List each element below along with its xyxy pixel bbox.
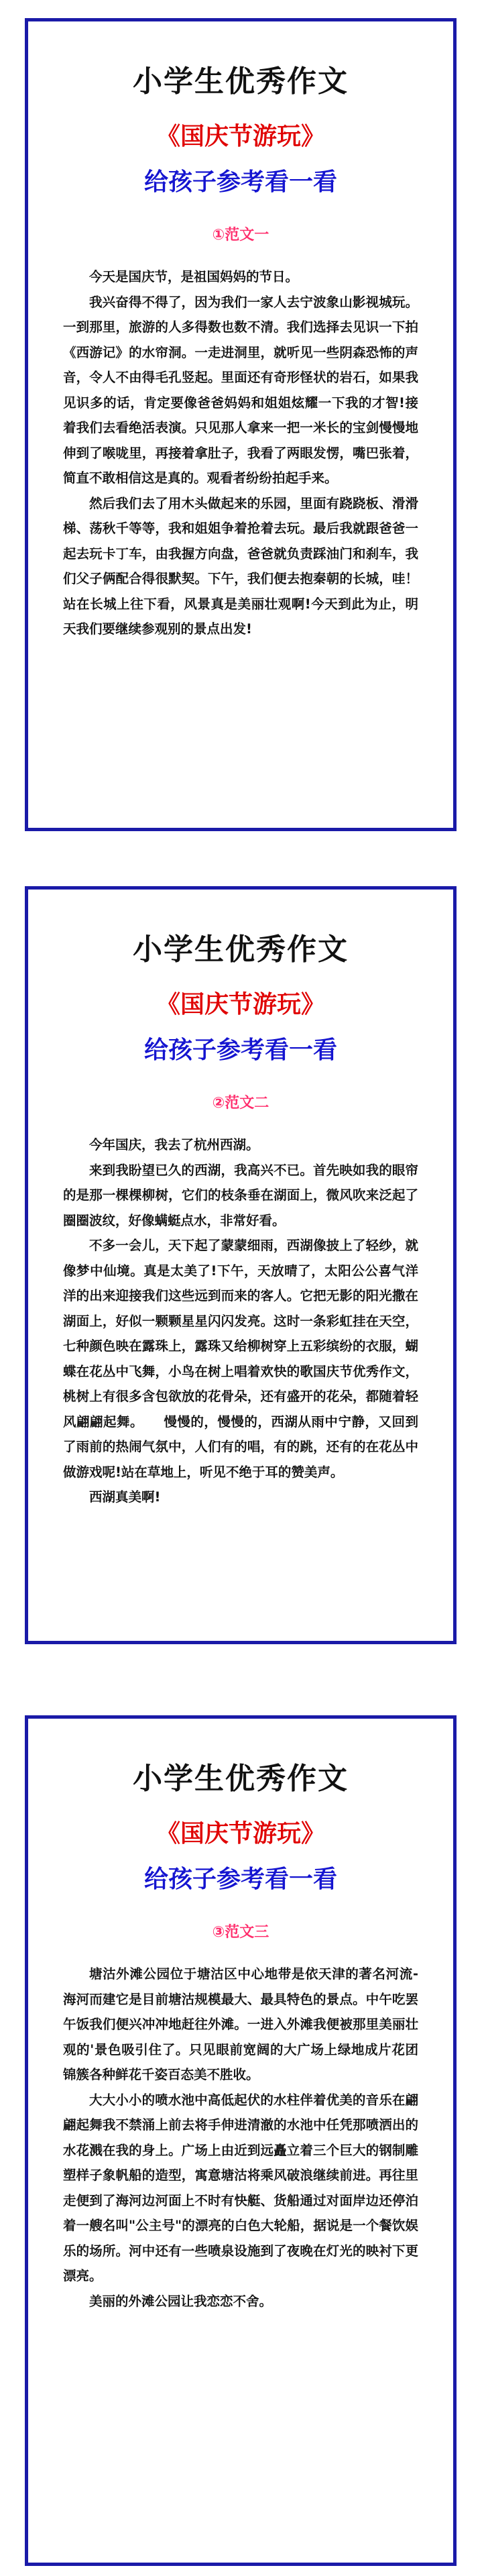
paragraph: 然后我们去了用木头做起来的乐园，里面有跷跷板、滑滑梯、荡秋千等等，我和姐姐争着抢着去玩。最后我就跟爸爸一起去玩卡丁车，由我握方向盘，爸爸就负责踩油门和刹车，我们父子俩配合得很默契。下午，我们便去抱秦朝的长城，哇！站在长城上往下看，风景真是美丽壮观啊!今天到此为止，明天我们要继续参观别的景点出发! [63,495,418,637]
paragraph: 今年国庆，我去了杭州西湖。 [89,1137,259,1152]
paragraph: 塘沽外滩公园位于塘沽区中心地带是依天津的著名河流-海河而建它是目前塘沽规模最大、最具特色的景点。中午吃罢午饭我们便兴冲冲地赶往外滩。一进入外滩我便被那里美丽壮观的'景色吸引住了。只见眼前宽阔的大广场上绿地成片花团锦簇各种鲜花千姿百态美不胜收。 [63,1966,418,2082]
essay-card-1 [25,18,457,831]
essay-body [63,264,418,642]
card-tagline: 给孩子参考看一看 [143,1866,337,1893]
essay-body [63,1132,418,1510]
sample-label: ③范文三 [212,1924,269,1941]
card-tagline: 给孩子参考看一看 [143,168,337,196]
paragraph: 来到我盼望已久的西湖，我高兴不已。首先映如我的眼帘的是那一棵棵柳树，它们的枝条垂在湖面上，微风吹来泛起了圈圈波纹，好像螨蜓点水，非常好看。 [63,1162,418,1228]
card-title: 小学生优秀作文 [133,932,349,967]
card-title: 小学生优秀作文 [133,1762,349,1796]
paragraph: 今天是国庆节，是祖国妈妈的节日。 [89,269,299,284]
card-title: 小学生优秀作文 [133,64,349,99]
paragraph: 不多一会儿，天下起了蒙蒙细雨，西湖像披上了轻纱，就像梦中仙境。真是太美了!下午，天放晴了，太阳公公喜气洋洋的出来迎接我们这些远到而来的客人。它把无影的阳光撒在湖面上，好似一颗颗星星闪闪发亮。这时一条彩虹挂在天空，七种颜色映在露珠上，露珠又给柳树穿上五彩缤纷的衣服，蝴蝶在花丛中飞舞，小鸟在树上唱着欢快的歌国庆节优秀作文，桃树上有很多含包欲放的花骨朵，还有盛开的花朵，都随着轻风翩翩起舞。 慢慢的，慢慢的，西湖从雨中宁静，又回到了雨前的热闹气氛中，人们有的唱，有的跳，还有的在花丛中做游戏呢!站在草地上，听见不绝于耳的赞美声。 [63,1238,418,1480]
essay-body [63,1962,418,2314]
paragraph: 美丽的外滩公园让我恋恋不舍。 [89,2293,273,2309]
card-tagline: 给孩子参考看一看 [143,1036,337,1064]
essay-subtitle: 《国庆节游玩》 [156,991,325,1018]
paragraph: 西湖真美啊! [89,1489,161,1505]
essay-card-3 [25,1715,457,2566]
essay-subtitle: 《国庆节游玩》 [156,123,325,150]
paragraph: 我兴奋得不得了，因为我们一家人去宁波象山影视城玩。一到那里，旅游的人多得数也数不清。我们选择去见识一下拍《西游记》的水帘洞。一走进洞里，就听见一些阴森恐怖的声音，令人不由得毛孔竖起。里面还有奇形怪状的岩石，如果我见识多的话，肯定要像爸爸妈妈和姐姐炫耀一下我的才智!接着我们去看绝活表演。只见那人拿来一把一米长的宝剑慢慢地伸到了喉咙里，再接着拿肚子，我看了两眼发愣，嘴巴张着，简直不敢相信这是真的。观看者纷纷拍起手来。 [63,294,418,486]
sample-label: ①范文一 [212,227,269,244]
paragraph: 大大小小的喷水池中高低起伏的水柱伴着优美的音乐在翩翩起舞我不禁涌上前去将手伸进清澈的水池中任凭那喷洒出的水花溅在我的身上。广场上由近到远矗立着三个巨大的钢制雕塑样子象帆船的造型，寓意塘沽将乘风破浪继续前进。再往里走便到了海河边河面上不时有快艇、货船通过对面岸边还停泊着一艘名叫"公主号"的漂亮的白色大轮船，据说是一个餐饮娱乐的场所。河中还有一些喷泉设施到了夜晚在灯光的映衬下更漂亮。 [63,2092,418,2284]
essay-subtitle: 《国庆节游玩》 [156,1820,325,1847]
essay-card-2 [25,886,457,1644]
sample-label: ②范文二 [212,1095,269,1112]
